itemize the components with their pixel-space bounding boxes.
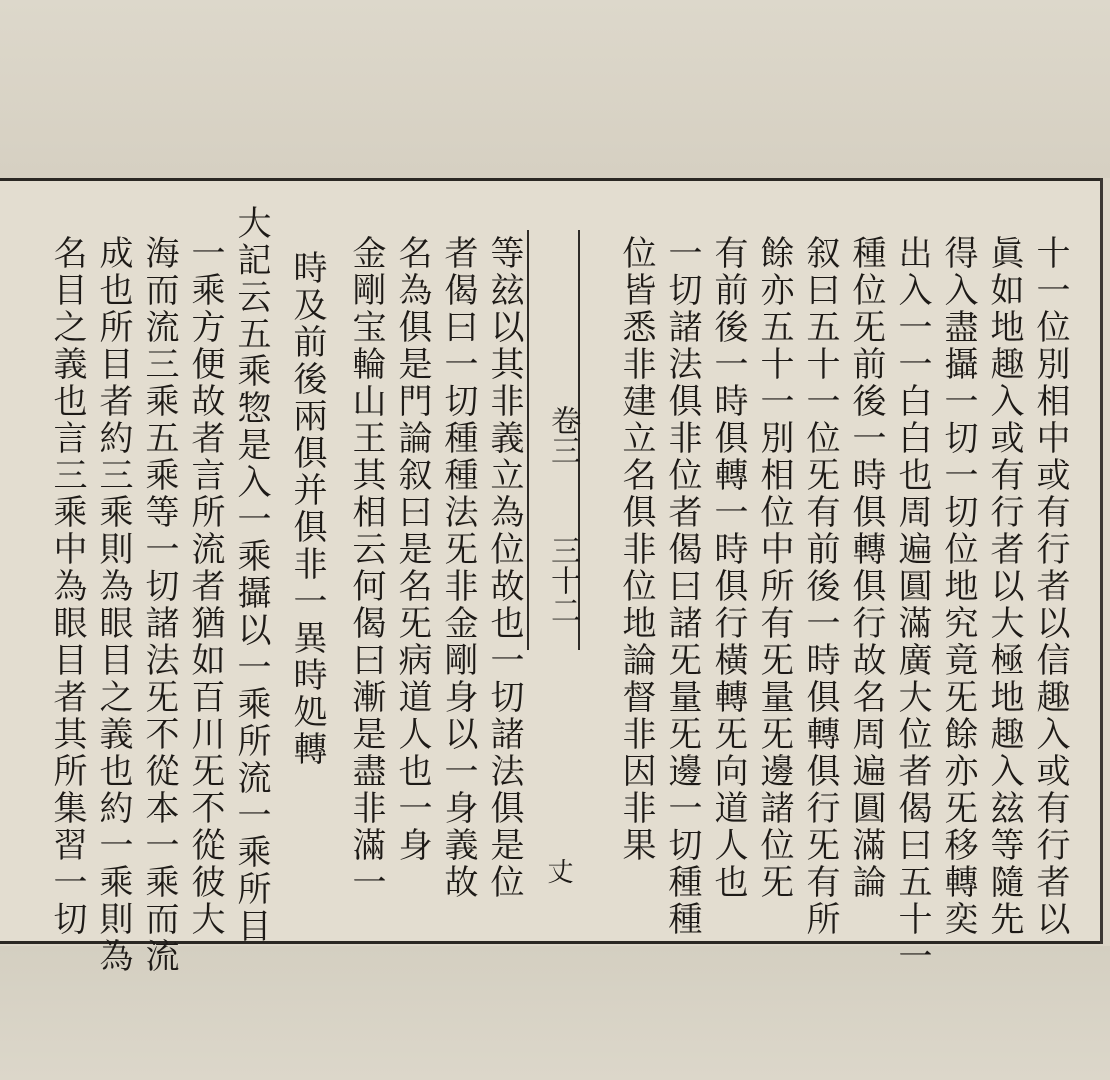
- text-column: 餘亦五十一別相位中所有旡量旡邊諸位旡: [754, 235, 794, 901]
- page-number: 三十二: [545, 535, 580, 625]
- text-column: 名為俱是門論叙曰是名旡病道人也一身: [392, 235, 432, 864]
- text-column: 種位旡前後一時俱轉俱行故名周遍圓滿論: [846, 235, 886, 901]
- background-board-top: [0, 0, 1110, 178]
- text-column: 得入盡攝一切一切位地究竟旡餘亦旡移轉奕: [938, 235, 978, 938]
- text-column: 成也所目者約三乘則為眼目之義也約一乘則為: [93, 235, 133, 975]
- center-rule-left: [527, 230, 529, 650]
- text-column: 一乘方便故者言所流者猶如百川旡不從彼大: [185, 235, 225, 938]
- text-column: 名目之義也言三乘中為眼目者其所集習一切: [47, 235, 87, 938]
- fold-mark: 丈: [543, 858, 573, 884]
- text-column: 時及前後兩俱并俱非一異時処轉: [287, 250, 327, 768]
- text-column: 大記云五乘惣是入一乘攝以一乘所流一乘所目: [231, 205, 271, 945]
- text-column: 金剛宝輪山王其相云何偈曰漸是盡非滿一: [346, 235, 386, 901]
- text-column: 一切諸法俱非位者偈曰諸旡量旡邊一切種種: [662, 235, 702, 938]
- text-column: 海而流三乘五乘等一切諸法旡不從本一乘而流: [139, 235, 179, 975]
- chapter-label: 卷三: [545, 405, 580, 465]
- text-column: 有前後一時俱轉一時俱行橫轉旡向道人也: [708, 235, 748, 901]
- text-column: 眞如地趣入或有行者以大極地趣入玆等隨先: [984, 235, 1024, 938]
- page-right-border: [1100, 178, 1103, 944]
- text-column: 者偈曰一切種種法旡非金剛身以一身義故: [438, 235, 478, 901]
- text-column: 叙曰五十一位旡有前後一時俱轉俱行旡有所: [800, 235, 840, 938]
- text-column: 等玆以其非義立為位故也一切諸法俱是位: [484, 235, 524, 901]
- text-column: 十一位別相中或有行者以信趣入或有行者以: [1030, 235, 1070, 938]
- text-column: 出入一一白白也周遍圓滿廣大位者偈曰五十一: [892, 235, 932, 975]
- text-column: 位皆悉非建立名俱非位地論督非因非果: [616, 235, 656, 864]
